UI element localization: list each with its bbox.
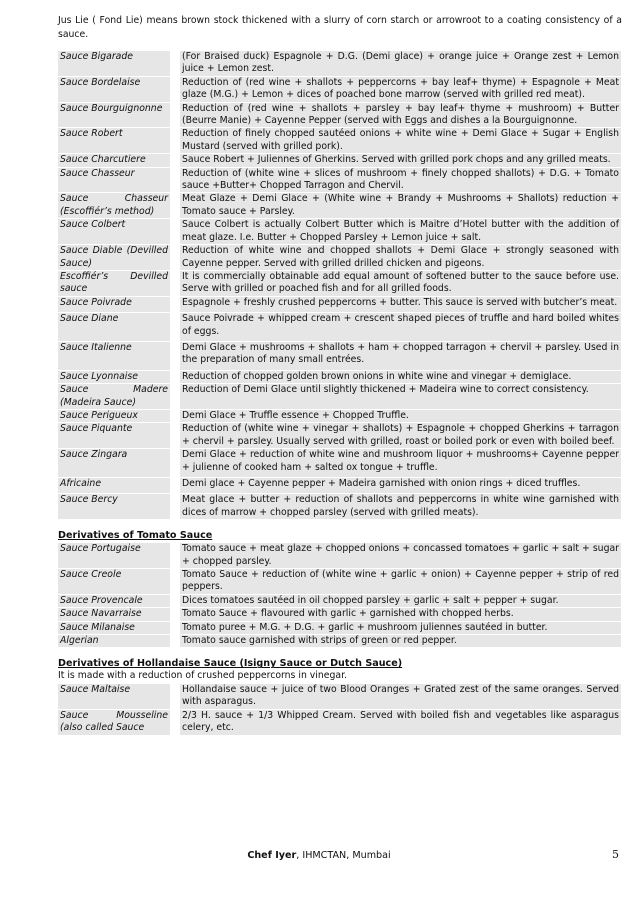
column-gap: [170, 128, 180, 153]
column-gap: [170, 595, 180, 607]
sauce-row: [58, 342, 621, 370]
sauce-description: Reduction of Demi Glace until slightly thickened + Madeira wine to correct consistency.: [180, 384, 621, 409]
column-gap: [170, 313, 180, 341]
sauce-name: Sauce Navarraise: [58, 608, 170, 620]
sauce-name: Sauce Poivrade: [58, 297, 170, 312]
sauce-row: [58, 384, 621, 409]
sauce-description: Reduction of (red wine + shallots + parsley + bay leaf+ thyme + mushroom) + Butter (Beurre Manie) + Cayenne Pepper (served with Eggs and dishes a la Bourguignonne.: [182, 102, 619, 127]
sauce-row: [58, 371, 621, 383]
sauce-name: Sauce Bigarade: [58, 51, 170, 76]
column-gap: [170, 622, 180, 634]
sauce-name: Sauce Milanaise: [58, 622, 170, 634]
sauce-name: Sauce Diable (Devilled Sauce): [60, 245, 168, 269]
sauce-description: Sauce Robert + Juliennes of Gherkins. Served with grilled pork chops and any grilled meats.: [180, 154, 621, 166]
sauce-row: [58, 193, 621, 218]
sauce-row: [58, 51, 621, 76]
sauce-name: Sauce Creole: [58, 569, 170, 594]
hollandaise-note: It is made with a reduction of crushed peppercorns in vinegar.: [58, 670, 348, 682]
column-gap: [170, 410, 180, 422]
intro-paragraph: Jus Lie ( Fond Lie) means brown stock thickened with a slurry of corn starch or arrowroot to a coating consistency of a sauce.: [58, 15, 622, 40]
sauce-row: [58, 449, 621, 477]
sauce-description: Dices tomatoes sautéed in oil chopped parsley + garlic + salt + pepper + sugar.: [180, 595, 621, 607]
sauce-row: [58, 128, 621, 153]
sauce-description: Demi Glace + reduction of white wine and mushroom liquor + mushrooms+ Cayenne pepper + julienne of cooked ham + salted ox tongue + truffle.: [180, 449, 621, 477]
sauce-name: Sauce Colbert: [58, 219, 170, 244]
sauce-description: Tomato puree + M.G. + D.G. + garlic + mushroom juliennes sautéed in butter.: [180, 622, 621, 634]
sauce-name: Sauce Bourguignonne: [58, 103, 170, 128]
sauce-name: Sauce Zingara: [58, 449, 170, 477]
sauce-description: 2/3 H. sauce + 1/3 Whipped Cream. Served with boiled fish and vegetables like asparagus celery, etc.: [182, 709, 619, 734]
document-page: [58, 14, 622, 736]
column-gap: [170, 371, 180, 383]
column-gap: [170, 478, 180, 493]
sauce-description: (For Braised duck) Espagnole + D.G. (Demi glace) + orange juice + Orange zest + Lemon juice + Lemon zest.: [182, 51, 619, 75]
sauce-row: [58, 569, 621, 594]
footer-credit: [0, 850, 638, 861]
sauce-description: Demi Glace + Truffle essence + Chopped Truffle.: [180, 410, 621, 422]
column-gap: [170, 569, 180, 594]
sauce-name: Sauce Provencale: [58, 595, 170, 607]
sauce-row: [58, 635, 621, 647]
sauce-name: Sauce Lyonnaise: [58, 371, 170, 383]
column-gap: [170, 271, 180, 296]
column-gap: [170, 245, 180, 270]
sauce-row: [58, 297, 621, 312]
sauce-description: It is commercially obtainable add equal amount of softened butter to the sauce before use. Serve with grilled or poached fish and for all grilled foods.: [182, 270, 619, 295]
page-footer: [0, 850, 638, 864]
column-gap: [170, 684, 180, 709]
sauce-row: [58, 423, 621, 448]
column-gap: [170, 342, 180, 370]
sauce-row: [58, 245, 621, 270]
sauce-description: Sauce Poivrade + whipped cream + crescent shaped pieces of truffle and hard boiled whites of eggs.: [180, 313, 621, 341]
sauce-row: [58, 154, 621, 166]
sauce-description: Sauce Colbert is actually Colbert Butter which is Maitre d’Hotel butter with the addition of meat glaze. I.e. Butter + Chopped Parsley + Lemon juice + salt.: [182, 219, 619, 243]
sauce-description: Tomato Sauce + flavoured with garlic + garnished with chopped herbs.: [180, 608, 621, 620]
sauce-row: [58, 410, 621, 422]
sauce-row: [58, 103, 621, 128]
sauce-description: Hollandaise sauce + juice of two Blood Oranges + Grated zest of the same oranges. Served with asparagus.: [182, 683, 619, 708]
sauce-description: Meat glace + butter + reduction of shallots and peppercorns in white wine garnished with dices of marrow + chopped parsley (served with grilled meats).: [182, 494, 619, 518]
sauce-name: Sauce Bercy: [58, 494, 170, 519]
sauce-name: Africaine: [58, 478, 170, 493]
sauce-row: [58, 168, 621, 193]
tomato-heading: Derivatives of Tomato Sauce: [58, 530, 213, 542]
column-gap: [170, 51, 180, 76]
footer-institute: , IHMCTAN, Mumbai: [296, 850, 391, 861]
column-gap: [170, 494, 180, 519]
column-gap: [170, 154, 180, 166]
sauce-name: Sauce Diane: [58, 313, 170, 341]
sauce-description: Tomato sauce garnished with strips of green or red pepper.: [180, 635, 621, 647]
sauce-name: Sauce Piquante: [58, 423, 170, 448]
sauce-description: Reduction of (white wine + slices of mushroom + finely chopped shallots) + D.G. + Tomato sauce +Butter+ Chopped Tarragon and Chervil.: [182, 167, 619, 192]
sauce-name: Sauce Robert: [58, 128, 170, 153]
sauce-description: Reduction of white wine and chopped shallots + Demi Glace + strongly seasoned with Cayenne pepper. Served with grilled drilled chicken and pigeons.: [182, 245, 619, 269]
sauce-name: Sauce Chasseur (Escoffiér’s method): [60, 193, 168, 217]
sauce-row: [58, 622, 621, 634]
column-gap: [170, 384, 180, 409]
hollandaise-sauce-table: [58, 683, 621, 736]
column-gap: [170, 103, 180, 128]
brown-sauce-table: [58, 50, 621, 520]
column-gap: [170, 297, 180, 312]
column-gap: [170, 193, 180, 218]
column-gap: [170, 168, 180, 193]
tomato-sauce-table: [58, 542, 621, 648]
sauce-row: [58, 271, 621, 296]
sauce-row: [58, 608, 621, 620]
sauce-description: Demi glace + Cayenne pepper + Madeira garnished with onion rings + diced truffles.: [180, 478, 621, 493]
sauce-row: [58, 478, 621, 493]
column-gap: [170, 543, 180, 568]
sauce-name: Escoffiér’s Devilled sauce: [60, 270, 168, 295]
sauce-name: Sauce Perigueux: [58, 410, 170, 422]
sauce-description: Reduction of (white wine + vinegar + shallots) + Espagnole + chopped Gherkins + tarragon + chervil + parsley. Usually served with grilled, roast or boiled pork or even with boiled beef.: [182, 423, 619, 447]
sauce-description: Reduction of finely chopped sautéed onions + white wine + Demi Glace + Sugar + English Mustard (served with grilled pork).: [182, 128, 619, 152]
sauce-name: Sauce Charcutiere: [58, 154, 170, 166]
page-number: 5: [612, 848, 619, 861]
column-gap: [170, 635, 180, 647]
sauce-description: Demi Glace + mushrooms + shallots + ham + chopped tarragon + chervil + parsley. Used in the preparation of many small entrées.: [180, 342, 621, 370]
column-gap: [170, 423, 180, 448]
sauce-description: Reduction of (red wine + shallots + peppercorns + bay leaf+ thyme) + Espagnole + Meat glaze (M.G.) + Lemon + dices of poached bone marrow (served with grilled red meat).: [182, 76, 619, 101]
column-gap: [170, 219, 180, 244]
sauce-name: Algerian: [58, 635, 170, 647]
sauce-row: [58, 313, 621, 341]
sauce-name: Sauce Mousseline (also called Sauce: [60, 709, 168, 734]
sauce-row: [58, 543, 621, 568]
sauce-description: Espagnole + freshly crushed peppercorns + butter. This sauce is served with butcher’s meat.: [180, 297, 621, 312]
footer-author: Chef Iyer: [247, 850, 297, 861]
sauce-description: Tomato sauce + meat glaze + chopped onions + concassed tomatoes + garlic + salt + sugar + chopped parsley.: [182, 543, 619, 567]
sauce-name: Sauce Madere (Madeira Sauce): [60, 384, 168, 408]
sauce-description: Meat Glaze + Demi Glace + (White wine + Brandy + Mushrooms + Shallots) reduction + Tomato sauce + Parsley.: [182, 193, 619, 217]
column-gap: [170, 449, 180, 477]
sauce-name: Sauce Maltaise: [58, 684, 170, 709]
sauce-row: [58, 494, 621, 519]
sauce-name: Sauce Italienne: [58, 342, 170, 370]
sauce-description: Reduction of chopped golden brown onions in white wine and vinegar + demiglace.: [180, 371, 621, 383]
sauce-name: Sauce Portugaise: [58, 543, 170, 568]
sauce-row: [58, 684, 621, 709]
sauce-row: [58, 77, 621, 102]
column-gap: [170, 77, 180, 102]
column-gap: [170, 710, 180, 735]
sauce-row: [58, 710, 621, 735]
sauce-name: Sauce Bordelaise: [58, 77, 170, 102]
sauce-name: Sauce Chasseur: [58, 168, 170, 193]
column-gap: [170, 608, 180, 620]
sauce-row: [58, 219, 621, 244]
sauce-row: [58, 595, 621, 607]
sauce-description: Tomato Sauce + reduction of (white wine + garlic + onion) + Cayenne pepper + strip of red peppers.: [182, 569, 619, 593]
hollandaise-heading: Derivatives of Hollandaise Sauce (Isigny Sauce or Dutch Sauce): [58, 658, 403, 670]
